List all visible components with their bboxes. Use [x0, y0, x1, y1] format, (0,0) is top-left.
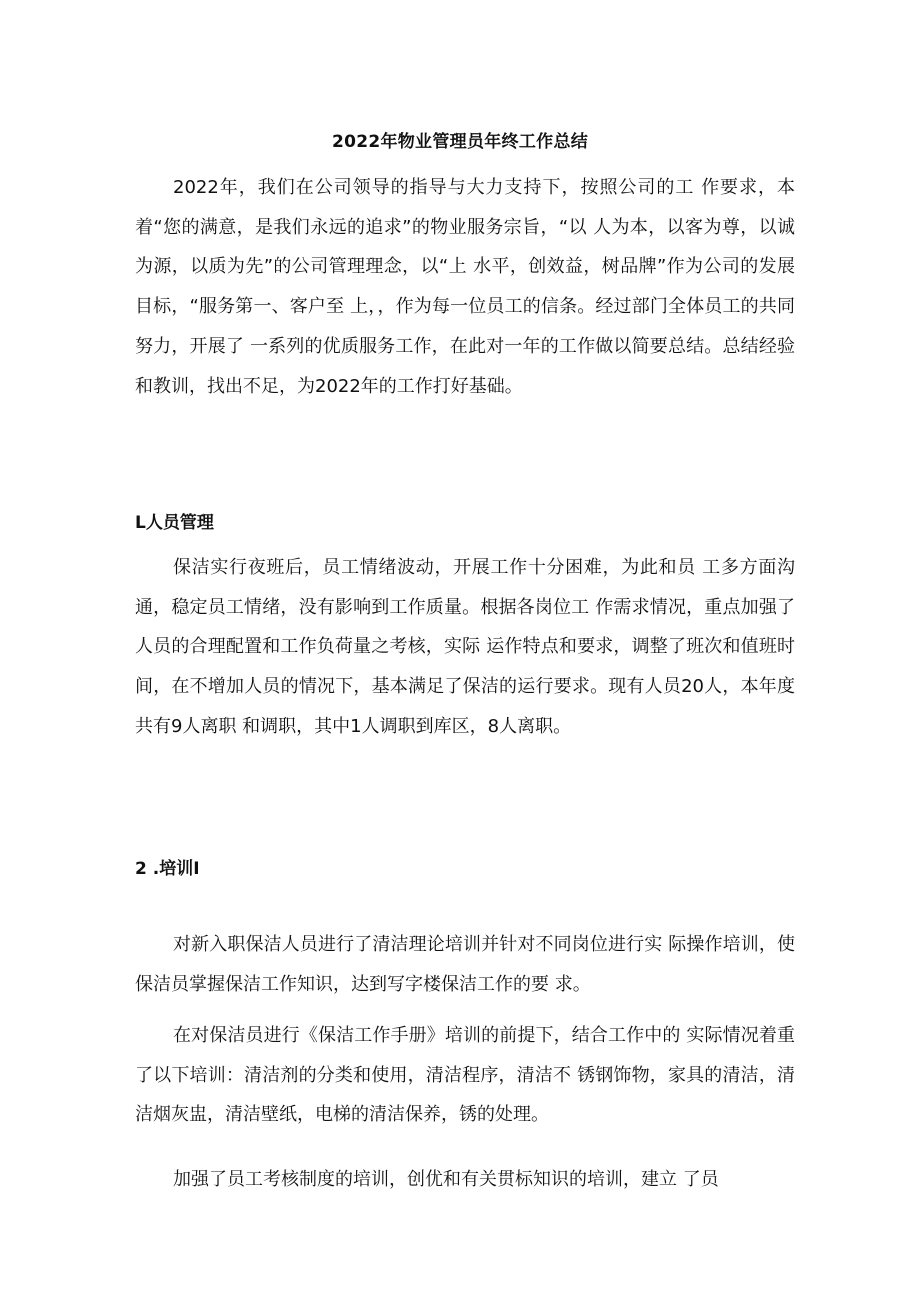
training-paragraph-3: 加强了员工考核制度的培训，创优和有关贯标知识的培训，建立 了员 — [173, 1169, 719, 1190]
section-heading-personnel: L人员管理 — [135, 513, 214, 533]
personnel-paragraph: 保洁实行夜班后，员工情绪波动，开展工作十分困难，为此和员 工多方面沟通，稳定员工情绪，没有影响到工作质量。根据各岗位工 作需求情况，重点加强了人员的合理配置和工作负荷量之考核，实际 运作特点和要求，调整了班次和值班时间，在不增加人员的情况下，基本满足了保洁的运行要求。现有人员20人，本年度共有9人离职 和调职，其中1人调职到库区，8人离职。 — [135, 557, 795, 737]
intro-paragraph: 2022年，我们在公司领导的指导与大力支持下，按照公司的工 作要求，本着“您的满意，是我们永远的追求”的物业服务宗旨，“以 人为本，以客为尊，以诚为源，以质为先”的公司管理理念，以“上 水平，创效益，树品牌”作为公司的发展目标，“服务第一、客户至 上，，作为每一位员工的信条。经过部门全体员工的共同努力，开展了 一系列的优质服务工作，在此对一年的工作做以简要总结。总结经验 和教训，找出不足，为2022年的工作打好基础。 — [135, 177, 795, 397]
document-title: 2022年物业管理员年终工作总结 — [331, 132, 589, 152]
section-heading-training: 2 .培训I — [135, 859, 200, 879]
training-paragraph-1: 对新入职保洁人员进行了清洁理论培训并针对不同岗位进行实 际操作培训，使保洁员掌握保洁工作知识，达到写字楼保洁工作的要 求。 — [135, 934, 795, 995]
training-paragraph-2: 在对保洁员进行《保洁工作手册》培训的前提下，结合工作中的 实际情况着重了以下培训：清洁剂的分类和使用，清洁程序，清洁不 锈钢饰物，家具的清洁，清洁烟灰盅，清洁壁纸，电梯的清洁保养，锈的处理。 — [135, 1025, 795, 1126]
